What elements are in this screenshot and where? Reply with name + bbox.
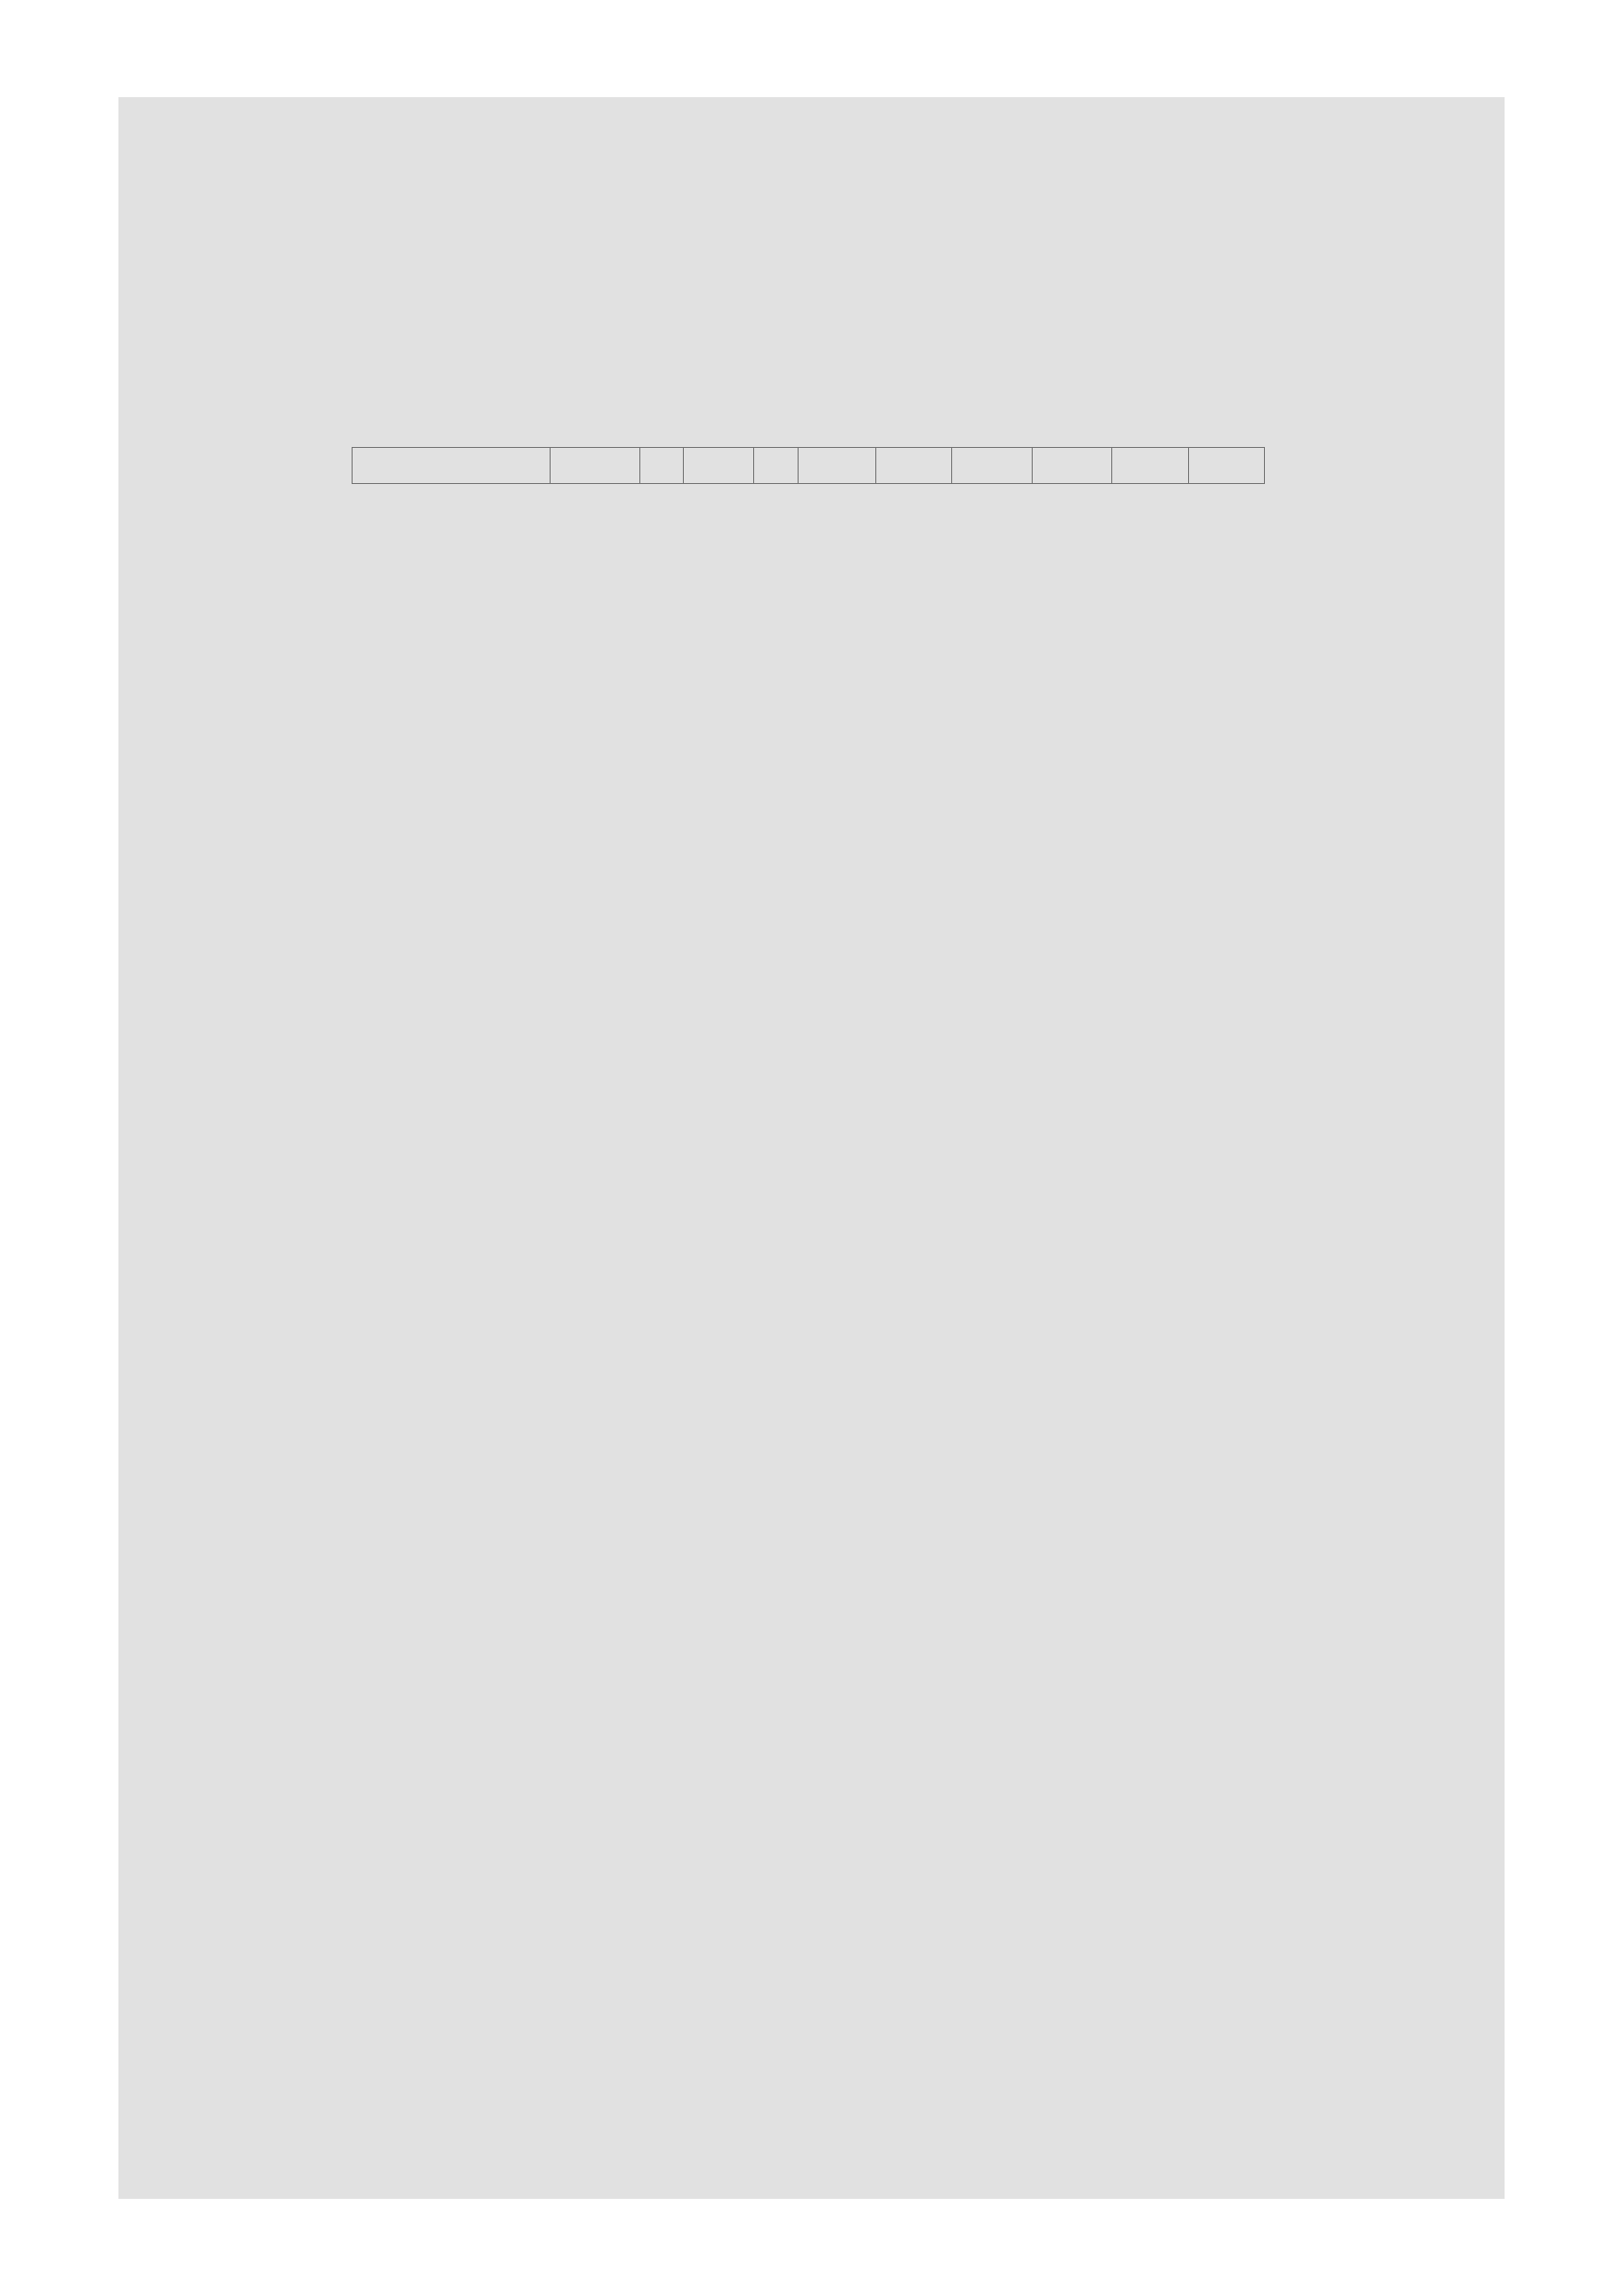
header-cell — [1033, 448, 1112, 484]
header-cell — [640, 448, 684, 484]
payments-table — [352, 447, 1265, 484]
header-cell — [684, 448, 754, 484]
header-cell — [1112, 448, 1189, 484]
header-cell — [1189, 448, 1265, 484]
header-cell — [876, 448, 952, 484]
header-cell — [353, 448, 551, 484]
header-cell — [754, 448, 799, 484]
header-cell — [952, 448, 1033, 484]
header-cell — [551, 448, 640, 484]
header-row — [353, 448, 1265, 484]
document-page — [118, 97, 1505, 2199]
header-cell — [799, 448, 876, 484]
